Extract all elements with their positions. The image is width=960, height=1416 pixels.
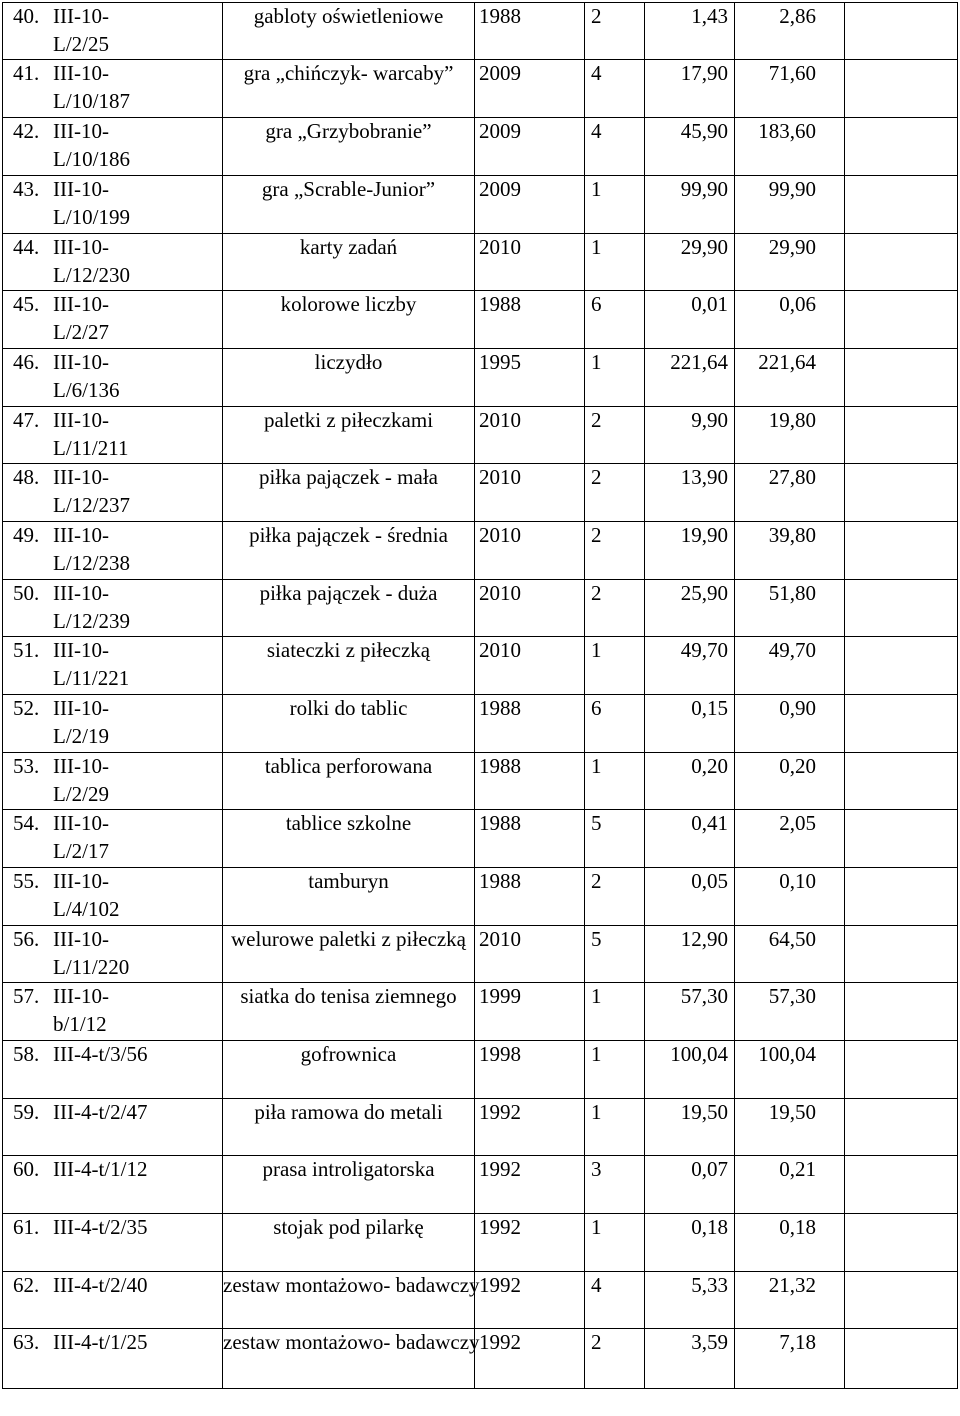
- item-unit-price: 57,30: [645, 983, 735, 1041]
- item-value: 27,80: [735, 464, 845, 522]
- item-value: 29,90: [735, 234, 845, 291]
- item-name: tamburyn: [223, 868, 475, 926]
- item-name: prasa introligatorska: [223, 1156, 475, 1214]
- item-name: stojak pod pilarkę: [223, 1214, 475, 1272]
- item-name: piłka pajączek - mała: [223, 464, 475, 522]
- table-row: [3, 3, 958, 60]
- item-unit-price: 0,15: [645, 695, 735, 753]
- item-unit-price: 9,90: [645, 407, 735, 464]
- item-value: 221,64: [735, 349, 845, 407]
- inventory-id: III-10- L/2/19: [53, 696, 109, 748]
- id-cell: [3, 291, 223, 349]
- item-name: rolki do tablic: [223, 695, 475, 753]
- empty-cell: [845, 118, 958, 176]
- id-cell: [3, 1156, 223, 1214]
- item-unit-price: 19,90: [645, 522, 735, 580]
- item-qty: 1: [585, 637, 645, 695]
- item-unit-price: 0,07: [645, 1156, 735, 1214]
- row-number: 40.: [13, 4, 40, 28]
- inventory-id: III-10- L/2/25: [53, 4, 109, 56]
- inventory-id: III-10- L/11/221: [53, 638, 130, 690]
- item-year: 1988: [475, 868, 585, 926]
- inventory-body: [3, 3, 958, 1389]
- inventory-id: III-4-t/1/25: [53, 1330, 148, 1354]
- item-year: 1992: [475, 1214, 585, 1272]
- item-qty: 5: [585, 926, 645, 983]
- empty-cell: [845, 1099, 958, 1156]
- item-name: gofrownica: [223, 1041, 475, 1099]
- item-qty: 6: [585, 291, 645, 349]
- row-number: 45.: [13, 292, 40, 316]
- item-unit-price: 19,50: [645, 1099, 735, 1156]
- id-cell: [3, 3, 223, 60]
- item-qty: 2: [585, 1329, 645, 1389]
- item-year: 1999: [475, 983, 585, 1041]
- empty-cell: [845, 291, 958, 349]
- id-cell: [3, 118, 223, 176]
- item-value: 57,30: [735, 983, 845, 1041]
- inventory-id: III-10- L/11/220: [53, 927, 130, 979]
- inventory-id: III-10- L/2/27: [53, 292, 109, 344]
- item-year: 1988: [475, 291, 585, 349]
- table-row: [3, 695, 958, 753]
- item-name: liczydło: [223, 349, 475, 407]
- empty-cell: [845, 464, 958, 522]
- inventory-id: III-10- L/12/230: [53, 235, 130, 287]
- item-value: 0,90: [735, 695, 845, 753]
- empty-cell: [845, 753, 958, 810]
- empty-cell: [845, 1214, 958, 1272]
- item-value: 0,21: [735, 1156, 845, 1214]
- item-qty: 1: [585, 983, 645, 1041]
- row-number: 47.: [13, 408, 40, 432]
- empty-cell: [845, 926, 958, 983]
- table-row: [3, 637, 958, 695]
- id-cell: [3, 234, 223, 291]
- empty-cell: [845, 695, 958, 753]
- item-qty: 2: [585, 580, 645, 637]
- item-year: 2010: [475, 926, 585, 983]
- item-value: 0,20: [735, 753, 845, 810]
- empty-cell: [845, 637, 958, 695]
- id-cell: [3, 522, 223, 580]
- item-unit-price: 100,04: [645, 1041, 735, 1099]
- id-cell: [3, 1099, 223, 1156]
- row-number: 60.: [13, 1157, 40, 1181]
- row-number: 51.: [13, 638, 40, 662]
- row-number: 43.: [13, 177, 40, 201]
- row-number: 63.: [13, 1330, 40, 1354]
- item-unit-price: 0,20: [645, 753, 735, 810]
- table-row: [3, 291, 958, 349]
- item-unit-price: 5,33: [645, 1272, 735, 1329]
- empty-cell: [845, 3, 958, 60]
- inventory-id: III-10- L/4/102: [53, 869, 120, 921]
- item-name: welurowe paletki z piłeczką: [223, 926, 475, 983]
- item-value: 0,10: [735, 868, 845, 926]
- table-row: [3, 234, 958, 291]
- empty-cell: [845, 349, 958, 407]
- item-qty: 1: [585, 1099, 645, 1156]
- item-name: piłka pajączek - średnia: [223, 522, 475, 580]
- item-value: 51,80: [735, 580, 845, 637]
- item-value: 0,06: [735, 291, 845, 349]
- item-year: 2009: [475, 118, 585, 176]
- row-number: 56.: [13, 927, 40, 951]
- item-year: 1988: [475, 695, 585, 753]
- item-qty: 1: [585, 753, 645, 810]
- table-row: [3, 983, 958, 1041]
- inventory-table: [2, 2, 958, 1389]
- empty-cell: [845, 983, 958, 1041]
- item-name: gabloty oświetleniowe: [223, 3, 475, 60]
- item-unit-price: 17,90: [645, 60, 735, 118]
- item-year: 2009: [475, 60, 585, 118]
- id-cell: [3, 349, 223, 407]
- empty-cell: [845, 868, 958, 926]
- id-cell: [3, 983, 223, 1041]
- item-qty: 1: [585, 176, 645, 234]
- item-name: paletki z piłeczkami: [223, 407, 475, 464]
- item-value: 2,86: [735, 3, 845, 60]
- item-year: 2010: [475, 637, 585, 695]
- inventory-id: III-10- L/11/211: [53, 408, 129, 460]
- row-number: 54.: [13, 811, 40, 835]
- empty-cell: [845, 60, 958, 118]
- item-value: 71,60: [735, 60, 845, 118]
- item-value: 100,04: [735, 1041, 845, 1099]
- item-year: 1995: [475, 349, 585, 407]
- row-number: 55.: [13, 869, 40, 893]
- item-name: kolorowe liczby: [223, 291, 475, 349]
- table-row: [3, 1214, 958, 1272]
- item-name: karty zadań: [223, 234, 475, 291]
- item-value: 2,05: [735, 810, 845, 868]
- empty-cell: [845, 580, 958, 637]
- row-number: 52.: [13, 696, 40, 720]
- item-name: piłka pajączek - duża: [223, 580, 475, 637]
- item-name: gra „Scrable-Junior”: [223, 176, 475, 234]
- empty-cell: [845, 234, 958, 291]
- item-name: tablica perforowana: [223, 753, 475, 810]
- table-row: [3, 1099, 958, 1156]
- inventory-id: III-4-t/2/40: [53, 1273, 148, 1297]
- table-row: [3, 60, 958, 118]
- item-name: tablice szkolne: [223, 810, 475, 868]
- item-unit-price: 0,18: [645, 1214, 735, 1272]
- empty-cell: [845, 1041, 958, 1099]
- table-row: [3, 118, 958, 176]
- inventory-id: III-10- L/12/237: [53, 465, 130, 517]
- id-cell: [3, 1272, 223, 1329]
- item-unit-price: 0,01: [645, 291, 735, 349]
- item-name: siateczki z piłeczką: [223, 637, 475, 695]
- item-value: 49,70: [735, 637, 845, 695]
- row-number: 41.: [13, 61, 40, 85]
- item-year: 1992: [475, 1329, 585, 1389]
- empty-cell: [845, 1156, 958, 1214]
- id-cell: [3, 810, 223, 868]
- inventory-id: III-10- L/10/199: [53, 177, 130, 229]
- item-unit-price: 45,90: [645, 118, 735, 176]
- inventory-id: III-4-t/2/47: [53, 1100, 148, 1124]
- id-cell: [3, 580, 223, 637]
- item-qty: 2: [585, 464, 645, 522]
- item-year: 1988: [475, 3, 585, 60]
- item-qty: 2: [585, 407, 645, 464]
- item-name: gra „chińczyk- warcaby”: [223, 60, 475, 118]
- empty-cell: [845, 810, 958, 868]
- id-cell: [3, 695, 223, 753]
- item-unit-price: 3,59: [645, 1329, 735, 1389]
- item-unit-price: 0,41: [645, 810, 735, 868]
- item-year: 2010: [475, 580, 585, 637]
- inventory-id: III-10- L/2/29: [53, 754, 109, 806]
- empty-cell: [845, 407, 958, 464]
- item-value: 39,80: [735, 522, 845, 580]
- item-unit-price: 1,43: [645, 3, 735, 60]
- id-cell: [3, 407, 223, 464]
- table-row: [3, 176, 958, 234]
- row-number: 62.: [13, 1273, 40, 1297]
- item-unit-price: 221,64: [645, 349, 735, 407]
- inventory-id: III-10- L/12/239: [53, 581, 130, 633]
- item-year: 2010: [475, 407, 585, 464]
- inventory-id: III-10- L/10/187: [53, 61, 130, 113]
- item-qty: 2: [585, 868, 645, 926]
- item-name: zestaw montażowo- badawczy: [223, 1272, 475, 1329]
- item-name: siatka do tenisa ziemnego: [223, 983, 475, 1041]
- item-value: 0,18: [735, 1214, 845, 1272]
- row-number: 61.: [13, 1215, 40, 1239]
- item-year: 2010: [475, 464, 585, 522]
- item-year: 2009: [475, 176, 585, 234]
- table-row: [3, 1272, 958, 1329]
- empty-cell: [845, 176, 958, 234]
- table-row: [3, 464, 958, 522]
- item-unit-price: 99,90: [645, 176, 735, 234]
- id-cell: [3, 464, 223, 522]
- item-value: 21,32: [735, 1272, 845, 1329]
- id-cell: [3, 60, 223, 118]
- inventory-id: III-4-t/2/35: [53, 1215, 148, 1239]
- item-year: 2010: [475, 234, 585, 291]
- id-cell: [3, 176, 223, 234]
- item-year: 1992: [475, 1272, 585, 1329]
- inventory-id: III-10- L/10/186: [53, 119, 130, 171]
- item-year: 1988: [475, 753, 585, 810]
- row-number: 44.: [13, 235, 40, 259]
- item-value: 183,60: [735, 118, 845, 176]
- table-row: [3, 868, 958, 926]
- row-number: 58.: [13, 1042, 40, 1066]
- id-cell: [3, 1329, 223, 1389]
- table-row: [3, 810, 958, 868]
- item-name: piła ramowa do metali: [223, 1099, 475, 1156]
- item-value: 99,90: [735, 176, 845, 234]
- item-value: 7,18: [735, 1329, 845, 1389]
- id-cell: [3, 1214, 223, 1272]
- item-qty: 4: [585, 60, 645, 118]
- item-unit-price: 29,90: [645, 234, 735, 291]
- row-number: 42.: [13, 119, 40, 143]
- item-unit-price: 49,70: [645, 637, 735, 695]
- item-unit-price: 25,90: [645, 580, 735, 637]
- row-number: 49.: [13, 523, 40, 547]
- table-row: [3, 926, 958, 983]
- item-year: 1998: [475, 1041, 585, 1099]
- empty-cell: [845, 1272, 958, 1329]
- item-unit-price: 13,90: [645, 464, 735, 522]
- row-number: 50.: [13, 581, 40, 605]
- item-value: 19,50: [735, 1099, 845, 1156]
- table-row: [3, 753, 958, 810]
- item-name: gra „Grzybobranie”: [223, 118, 475, 176]
- item-qty: 2: [585, 3, 645, 60]
- id-cell: [3, 1041, 223, 1099]
- item-year: 2010: [475, 522, 585, 580]
- empty-cell: [845, 1329, 958, 1389]
- row-number: 46.: [13, 350, 40, 374]
- item-value: 64,50: [735, 926, 845, 983]
- table-row: [3, 349, 958, 407]
- item-qty: 5: [585, 810, 645, 868]
- item-qty: 4: [585, 118, 645, 176]
- item-qty: 1: [585, 1041, 645, 1099]
- item-unit-price: 12,90: [645, 926, 735, 983]
- inventory-id: III-10- L/2/17: [53, 811, 109, 863]
- item-qty: 1: [585, 349, 645, 407]
- id-cell: [3, 926, 223, 983]
- inventory-id: III-10- L/6/136: [53, 350, 120, 402]
- item-qty: 4: [585, 1272, 645, 1329]
- row-number: 57.: [13, 984, 40, 1008]
- id-cell: [3, 637, 223, 695]
- id-cell: [3, 753, 223, 810]
- table-row: [3, 407, 958, 464]
- inventory-id: III-4-t/1/12: [53, 1157, 148, 1181]
- row-number: 59.: [13, 1100, 40, 1124]
- inventory-id: III-4-t/3/56: [53, 1042, 148, 1066]
- item-qty: 1: [585, 1214, 645, 1272]
- table-row: [3, 580, 958, 637]
- row-number: 48.: [13, 465, 40, 489]
- item-name: zestaw montażowo- badawczy: [223, 1329, 475, 1389]
- item-unit-price: 0,05: [645, 868, 735, 926]
- item-year: 1992: [475, 1099, 585, 1156]
- empty-cell: [845, 522, 958, 580]
- inventory-id: III-10- L/12/238: [53, 523, 130, 575]
- inventory-id: III-10- b/1/12: [53, 984, 109, 1036]
- item-year: 1992: [475, 1156, 585, 1214]
- table-row: [3, 1329, 958, 1389]
- table-row: [3, 1156, 958, 1214]
- item-qty: 1: [585, 234, 645, 291]
- item-qty: 6: [585, 695, 645, 753]
- table-row: [3, 1041, 958, 1099]
- item-value: 19,80: [735, 407, 845, 464]
- id-cell: [3, 868, 223, 926]
- row-number: 53.: [13, 754, 40, 778]
- item-year: 1988: [475, 810, 585, 868]
- table-row: [3, 522, 958, 580]
- item-qty: 3: [585, 1156, 645, 1214]
- item-qty: 2: [585, 522, 645, 580]
